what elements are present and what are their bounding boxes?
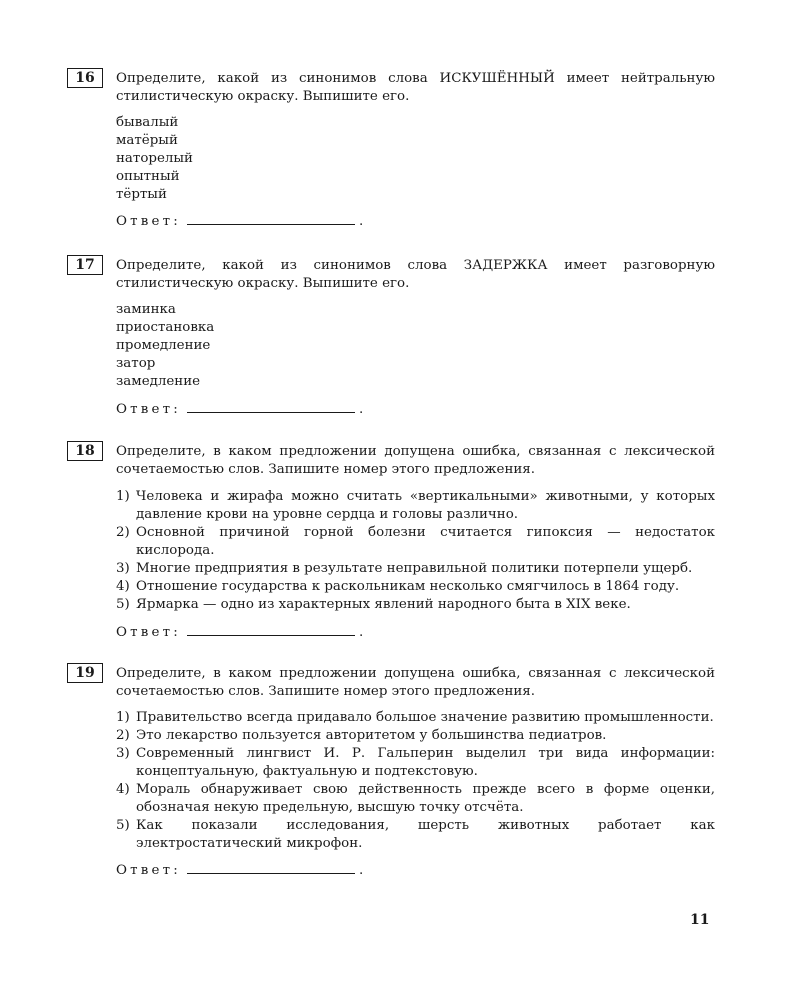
page-number: 11: [690, 912, 710, 928]
word-option: матёрый: [116, 133, 178, 148]
word-list: [116, 114, 416, 204]
answer-field[interactable]: [187, 398, 355, 413]
sentence-text: Правительство всегда придавало большое значение развитию промышленности.: [136, 710, 714, 725]
task-question: Определите, в каком предложении допущена ошибка, связанная с лексической сочетаемостью слов. Запишите номер этого предложения.: [116, 666, 715, 699]
answer-label: Ответ:: [116, 863, 181, 878]
sentence-item: [116, 709, 715, 727]
word-option: тёртый: [116, 187, 167, 202]
sentence-text: Мораль обнаруживает свою действенность прежде всего в форме оценки, обозначая некую предельную, высшую точку отсчёта.: [136, 782, 715, 815]
task-question: Определите, какой из синонимов слова ИСКУШЁННЫЙ имеет нейтральную стилистическую окраску. Выпишите его.: [116, 71, 715, 104]
word-option: промедление: [116, 338, 211, 353]
answer-dot: .: [358, 863, 364, 878]
answer-row: [116, 859, 363, 877]
sentence-number: 3): [116, 746, 130, 761]
answer-row: [116, 398, 363, 416]
sentence-number: 2): [116, 728, 130, 743]
answer-label: Ответ:: [116, 214, 181, 229]
answer-label: Ответ:: [116, 402, 181, 417]
sentence-number: 1): [116, 710, 130, 725]
word-list: [116, 301, 416, 391]
sentence-item: [116, 817, 715, 853]
sentence-text: Основной причиной горной болезни считается гипоксия — недостаток кислорода.: [136, 525, 715, 558]
word-option: приостановка: [116, 320, 215, 335]
word-option: заминка: [116, 302, 176, 317]
sentence-number: 2): [116, 525, 130, 540]
sentence-item: [116, 596, 715, 614]
answer-dot: .: [358, 402, 364, 417]
sentence-number: 5): [116, 597, 130, 612]
sentence-item: [116, 488, 715, 524]
sentence-item: [116, 727, 715, 745]
task-number: 16: [67, 68, 103, 88]
word-option: наторелый: [116, 151, 193, 166]
answer-dot: .: [358, 625, 364, 640]
sentence-list: [116, 709, 715, 853]
sentence-text: Это лекарство пользуется авторитетом у большинства педиатров.: [136, 728, 607, 743]
sentence-item: [116, 745, 715, 781]
sentence-number: 3): [116, 561, 130, 576]
sentence-text: Многие предприятия в результате неправильной политики потерпели ущерб.: [136, 561, 693, 576]
task-number: 17: [67, 255, 103, 275]
task-question: Определите, в каком предложении допущена ошибка, связанная с лексической сочетаемостью слов. Запишите номер этого предложения.: [116, 444, 715, 477]
sentence-text: Человека и жирафа можно считать «вертикальными» животными, у которых давление крови на уровне сердца и головы различно.: [136, 489, 715, 522]
sentence-number: 4): [116, 782, 130, 797]
word-option: опытный: [116, 169, 180, 184]
sentence-item: [116, 781, 715, 817]
sentence-text: Отношение государства к раскольникам несколько смягчилось в 1864 году.: [136, 579, 680, 594]
answer-dot: .: [358, 214, 364, 229]
task-number: 18: [67, 441, 103, 461]
sentence-item: [116, 524, 715, 560]
answer-row: [116, 621, 363, 639]
word-option: бывалый: [116, 115, 179, 130]
answer-row: [116, 210, 363, 228]
sentence-number: 4): [116, 579, 130, 594]
sentence-list: [116, 488, 715, 614]
answer-field[interactable]: [187, 210, 355, 225]
word-option: замедление: [116, 374, 201, 389]
sentence-text: Как показали исследования, шерсть животных работает как электростатический микрофон.: [136, 818, 715, 851]
sentence-number: 5): [116, 818, 130, 833]
word-option: затор: [116, 356, 156, 371]
answer-label: Ответ:: [116, 625, 181, 640]
answer-field[interactable]: [187, 621, 355, 636]
task-number: 19: [67, 663, 103, 683]
sentence-number: 1): [116, 489, 130, 504]
sentence-text: Современный лингвист И. Р. Гальперин выделил три вида информации: концептуальную, фактуальную и подтекстовую.: [136, 746, 715, 779]
sentence-text: Ярмарка — одно из характерных явлений народного быта в XIX веке.: [136, 597, 631, 612]
sentence-item: [116, 560, 715, 578]
task-question: Определите, какой из синонимов слова ЗАДЕРЖКА имеет разговорную стилистическую окраску. Выпишите его.: [116, 258, 715, 291]
sentence-item: [116, 578, 715, 596]
answer-field[interactable]: [187, 859, 355, 874]
